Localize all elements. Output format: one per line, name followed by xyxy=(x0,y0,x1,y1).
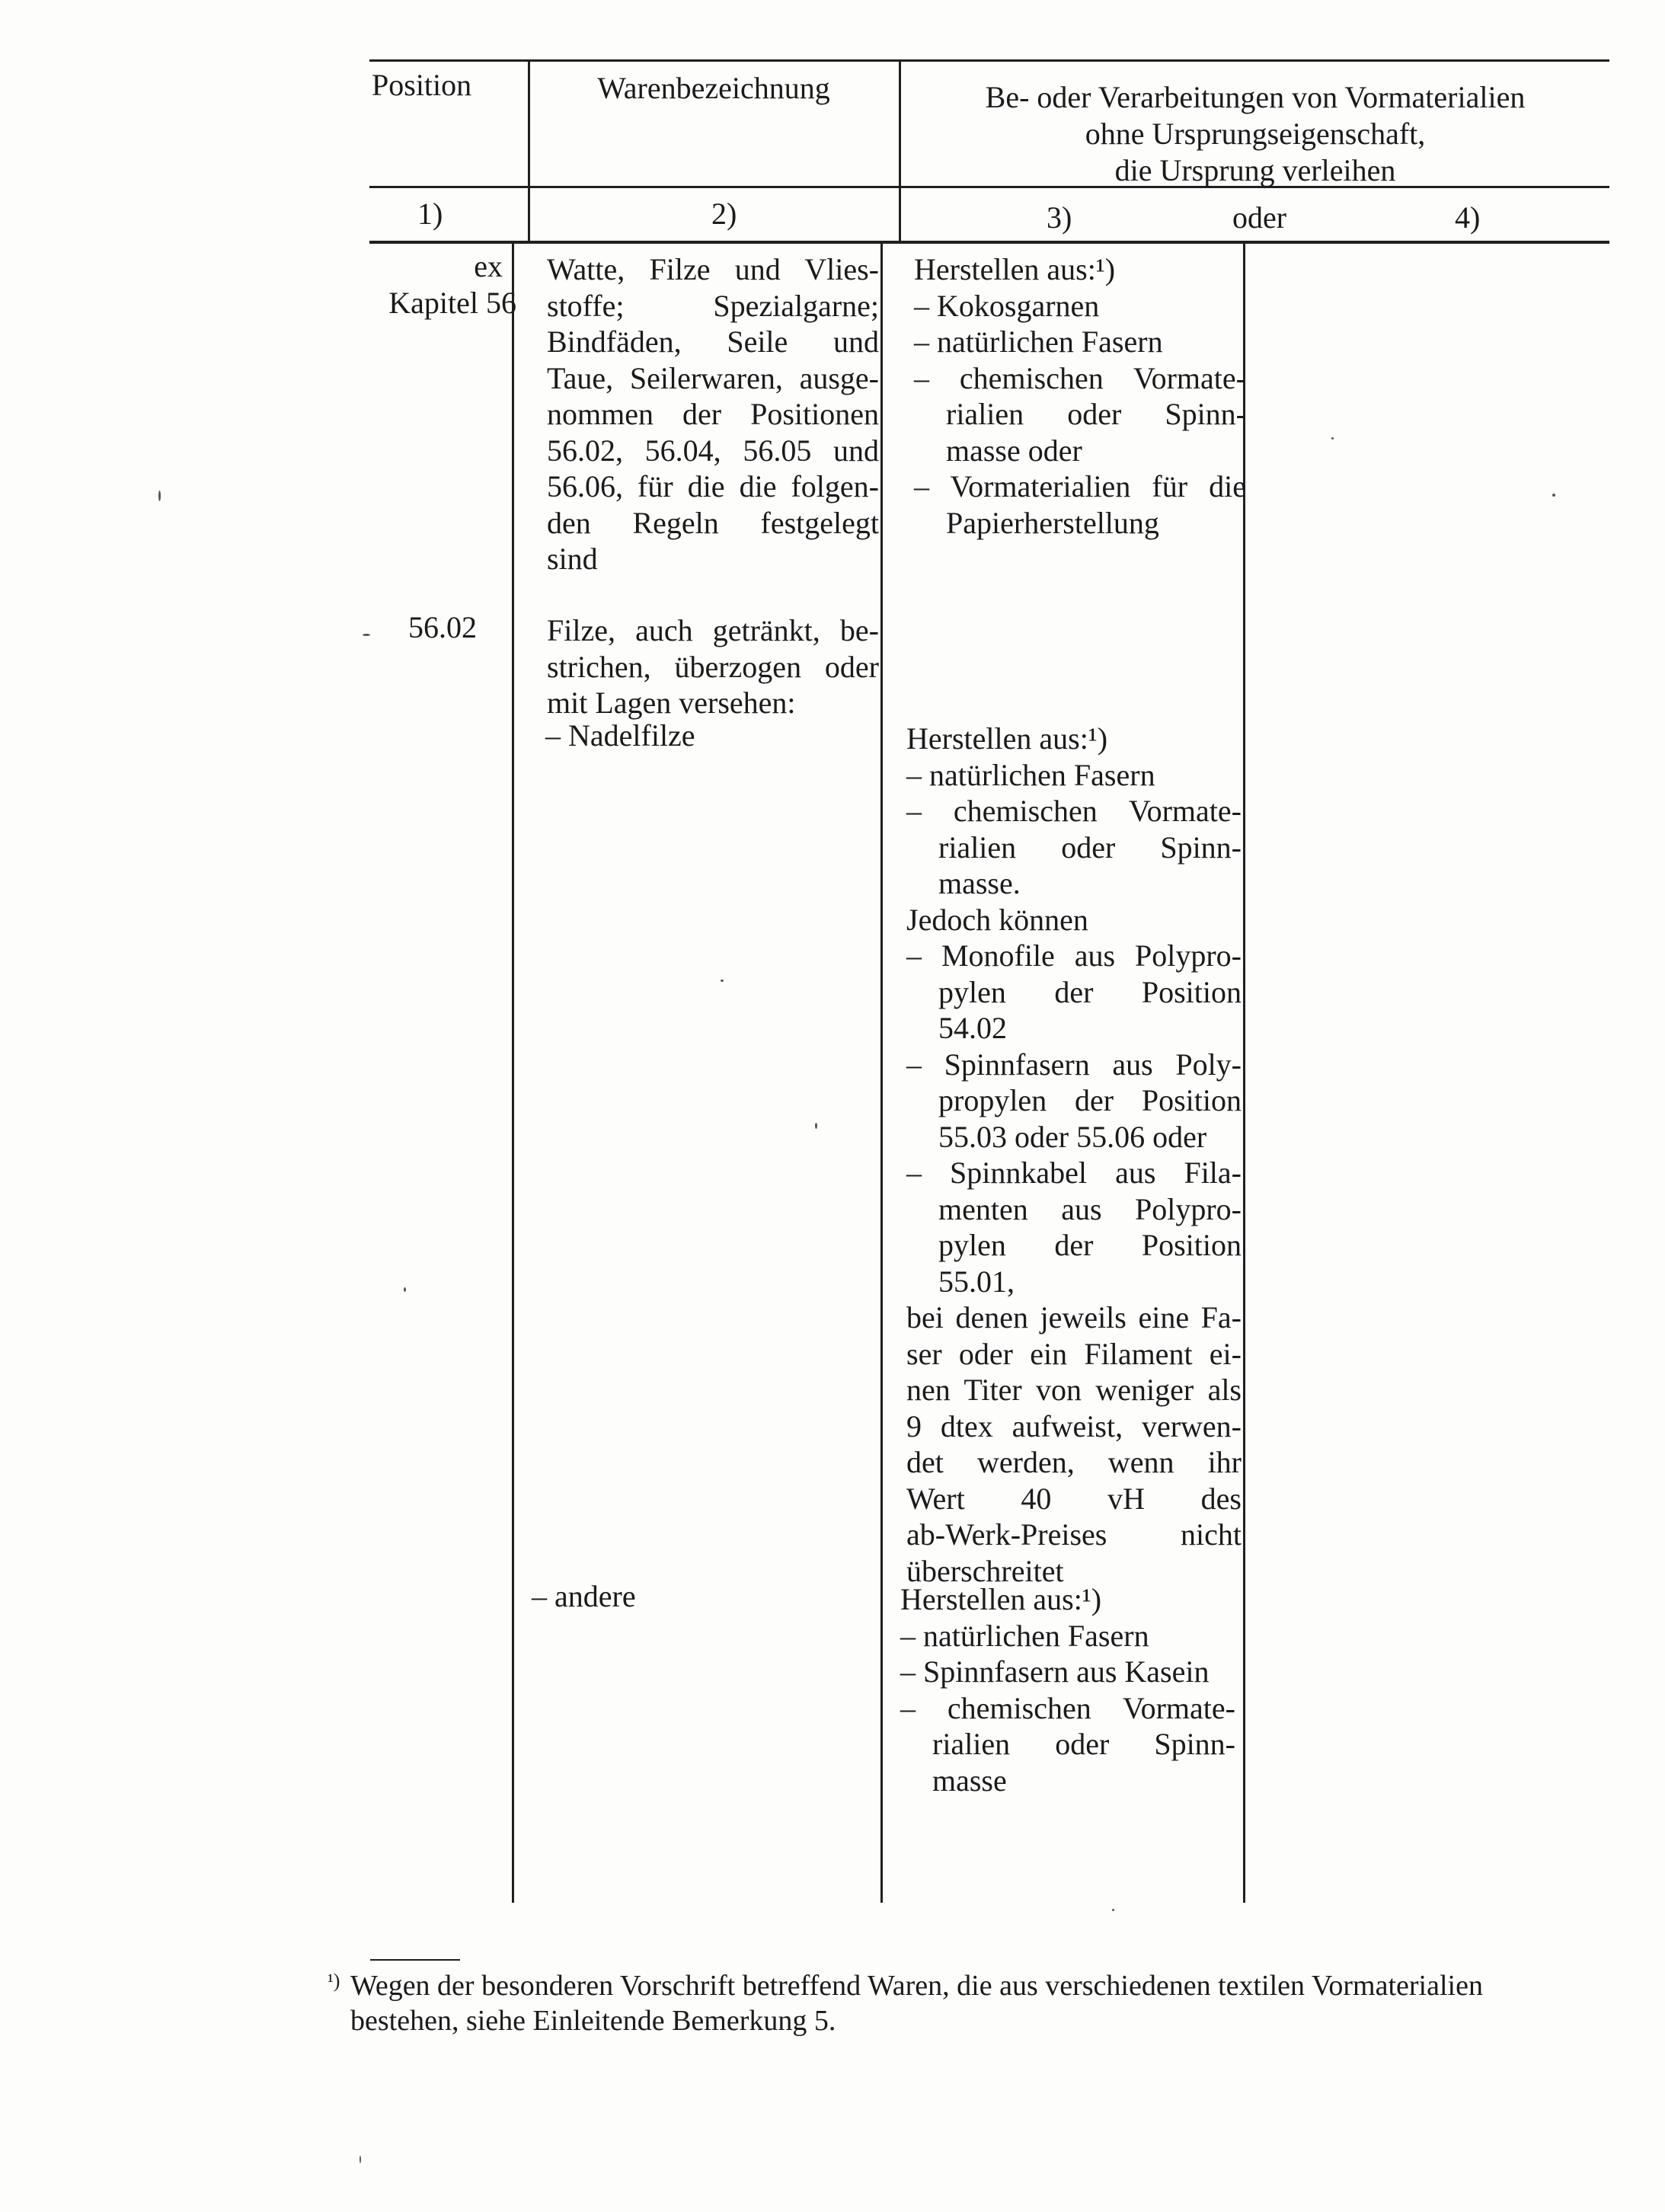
scan-speck xyxy=(363,634,370,636)
column-number-4: 4) xyxy=(1455,200,1481,235)
scan-speck xyxy=(1112,1909,1114,1911)
row1-position-kapitel: Kapitel 56 xyxy=(388,286,516,320)
table-top-rule xyxy=(369,59,1609,62)
scan-speck xyxy=(721,980,724,982)
scan-speck xyxy=(404,1287,406,1292)
header-rule-line-2: ohne Ursprungseigenschaft, xyxy=(1085,117,1426,151)
row2-description: Filze, auch getränkt, be- strichen, überzogen oder mit Lagen versehen: xyxy=(547,613,879,720)
scan-speck xyxy=(1331,437,1334,440)
row2-sub2-rule: Herstellen aus:¹) – natürlichen Fasern – Spinnfasern aus Kasein – chemischen Vormate- rialien oder Spinn- masse xyxy=(900,1582,1235,1798)
row2-sub2-label: – andere xyxy=(532,1579,636,1613)
row2-position: 56.02 xyxy=(408,610,477,644)
scan-speck xyxy=(1552,494,1555,497)
divider-position-header xyxy=(528,59,530,242)
column-number-2: 2) xyxy=(711,197,737,231)
column-or-label: oder xyxy=(1232,200,1287,235)
footnote xyxy=(328,1968,1599,2038)
row1-position-ex: ex xyxy=(474,249,503,283)
divider-description xyxy=(880,242,883,1903)
scan-speck xyxy=(158,491,161,501)
number-row-rule xyxy=(369,241,1609,244)
row1-rule: Herstellen aus:¹) – Kokosgarnen – natürlichen Fasern – chemischen Vormate- rialien oder Spinn- masse oder – Vormaterialien für die Papierherstellung xyxy=(914,252,1246,540)
footnote-line-1: Wegen der besonderen Vorschrift betreffend Waren, die aus verschiedenen textilen Vormaterialien xyxy=(350,1970,1483,2002)
divider-description-header xyxy=(899,59,901,242)
row2-sub1-label: – Nadelfilze xyxy=(545,718,695,753)
footnote-separator xyxy=(370,1959,460,1961)
column-number-1: 1) xyxy=(417,197,443,231)
scan-speck xyxy=(815,1123,817,1129)
row1-description: Watte, Filze und Vlies- stoffe; Spezialgarne; Bindfäden, Seile und Taue, Seilerwaren, ausge- nommen der Positionen 56.02, 56.04, 56.05 und 56.06, für die die folgen- den Regeln festgelegt sind xyxy=(547,252,879,576)
divider-position xyxy=(512,242,514,1903)
header-rule-line-3: die Ursprung verleihen xyxy=(1114,153,1396,187)
row2-sub1-rule: Herstellen aus:¹) – natürlichen Fasern – chemischen Vormate- rialien oder Spinn- masse. Jedoch können – Monofile aus Polypro- pylen der Position 54.02 – Spinnfasern aus Poly- propylen der Position 55.03 oder 55.06 oder – Spinnkabel aus Fila- menten aus Polypro- pylen der Position 55.01, bei denen jeweils eine Fa- ser oder ein Filament ei- nen Titer von weniger als 9 dtex aufweist, verwen- det werden, wenn ihr Wert 40 vH des ab-Werk-Preises nicht überschreitet xyxy=(906,721,1242,1588)
header-position: Position xyxy=(372,68,472,102)
scan-speck xyxy=(360,2156,361,2163)
column-number-3: 3) xyxy=(1047,200,1072,235)
footnote-line-2: bestehen, siehe Einleitende Bemerkung 5. xyxy=(350,2005,836,2037)
header-rule-line-1: Be- oder Verarbeitungen von Vormaterialien xyxy=(985,80,1526,114)
footnote-mark: ¹) xyxy=(328,1970,340,1992)
header-description: Warenbezeichnung xyxy=(597,71,830,105)
